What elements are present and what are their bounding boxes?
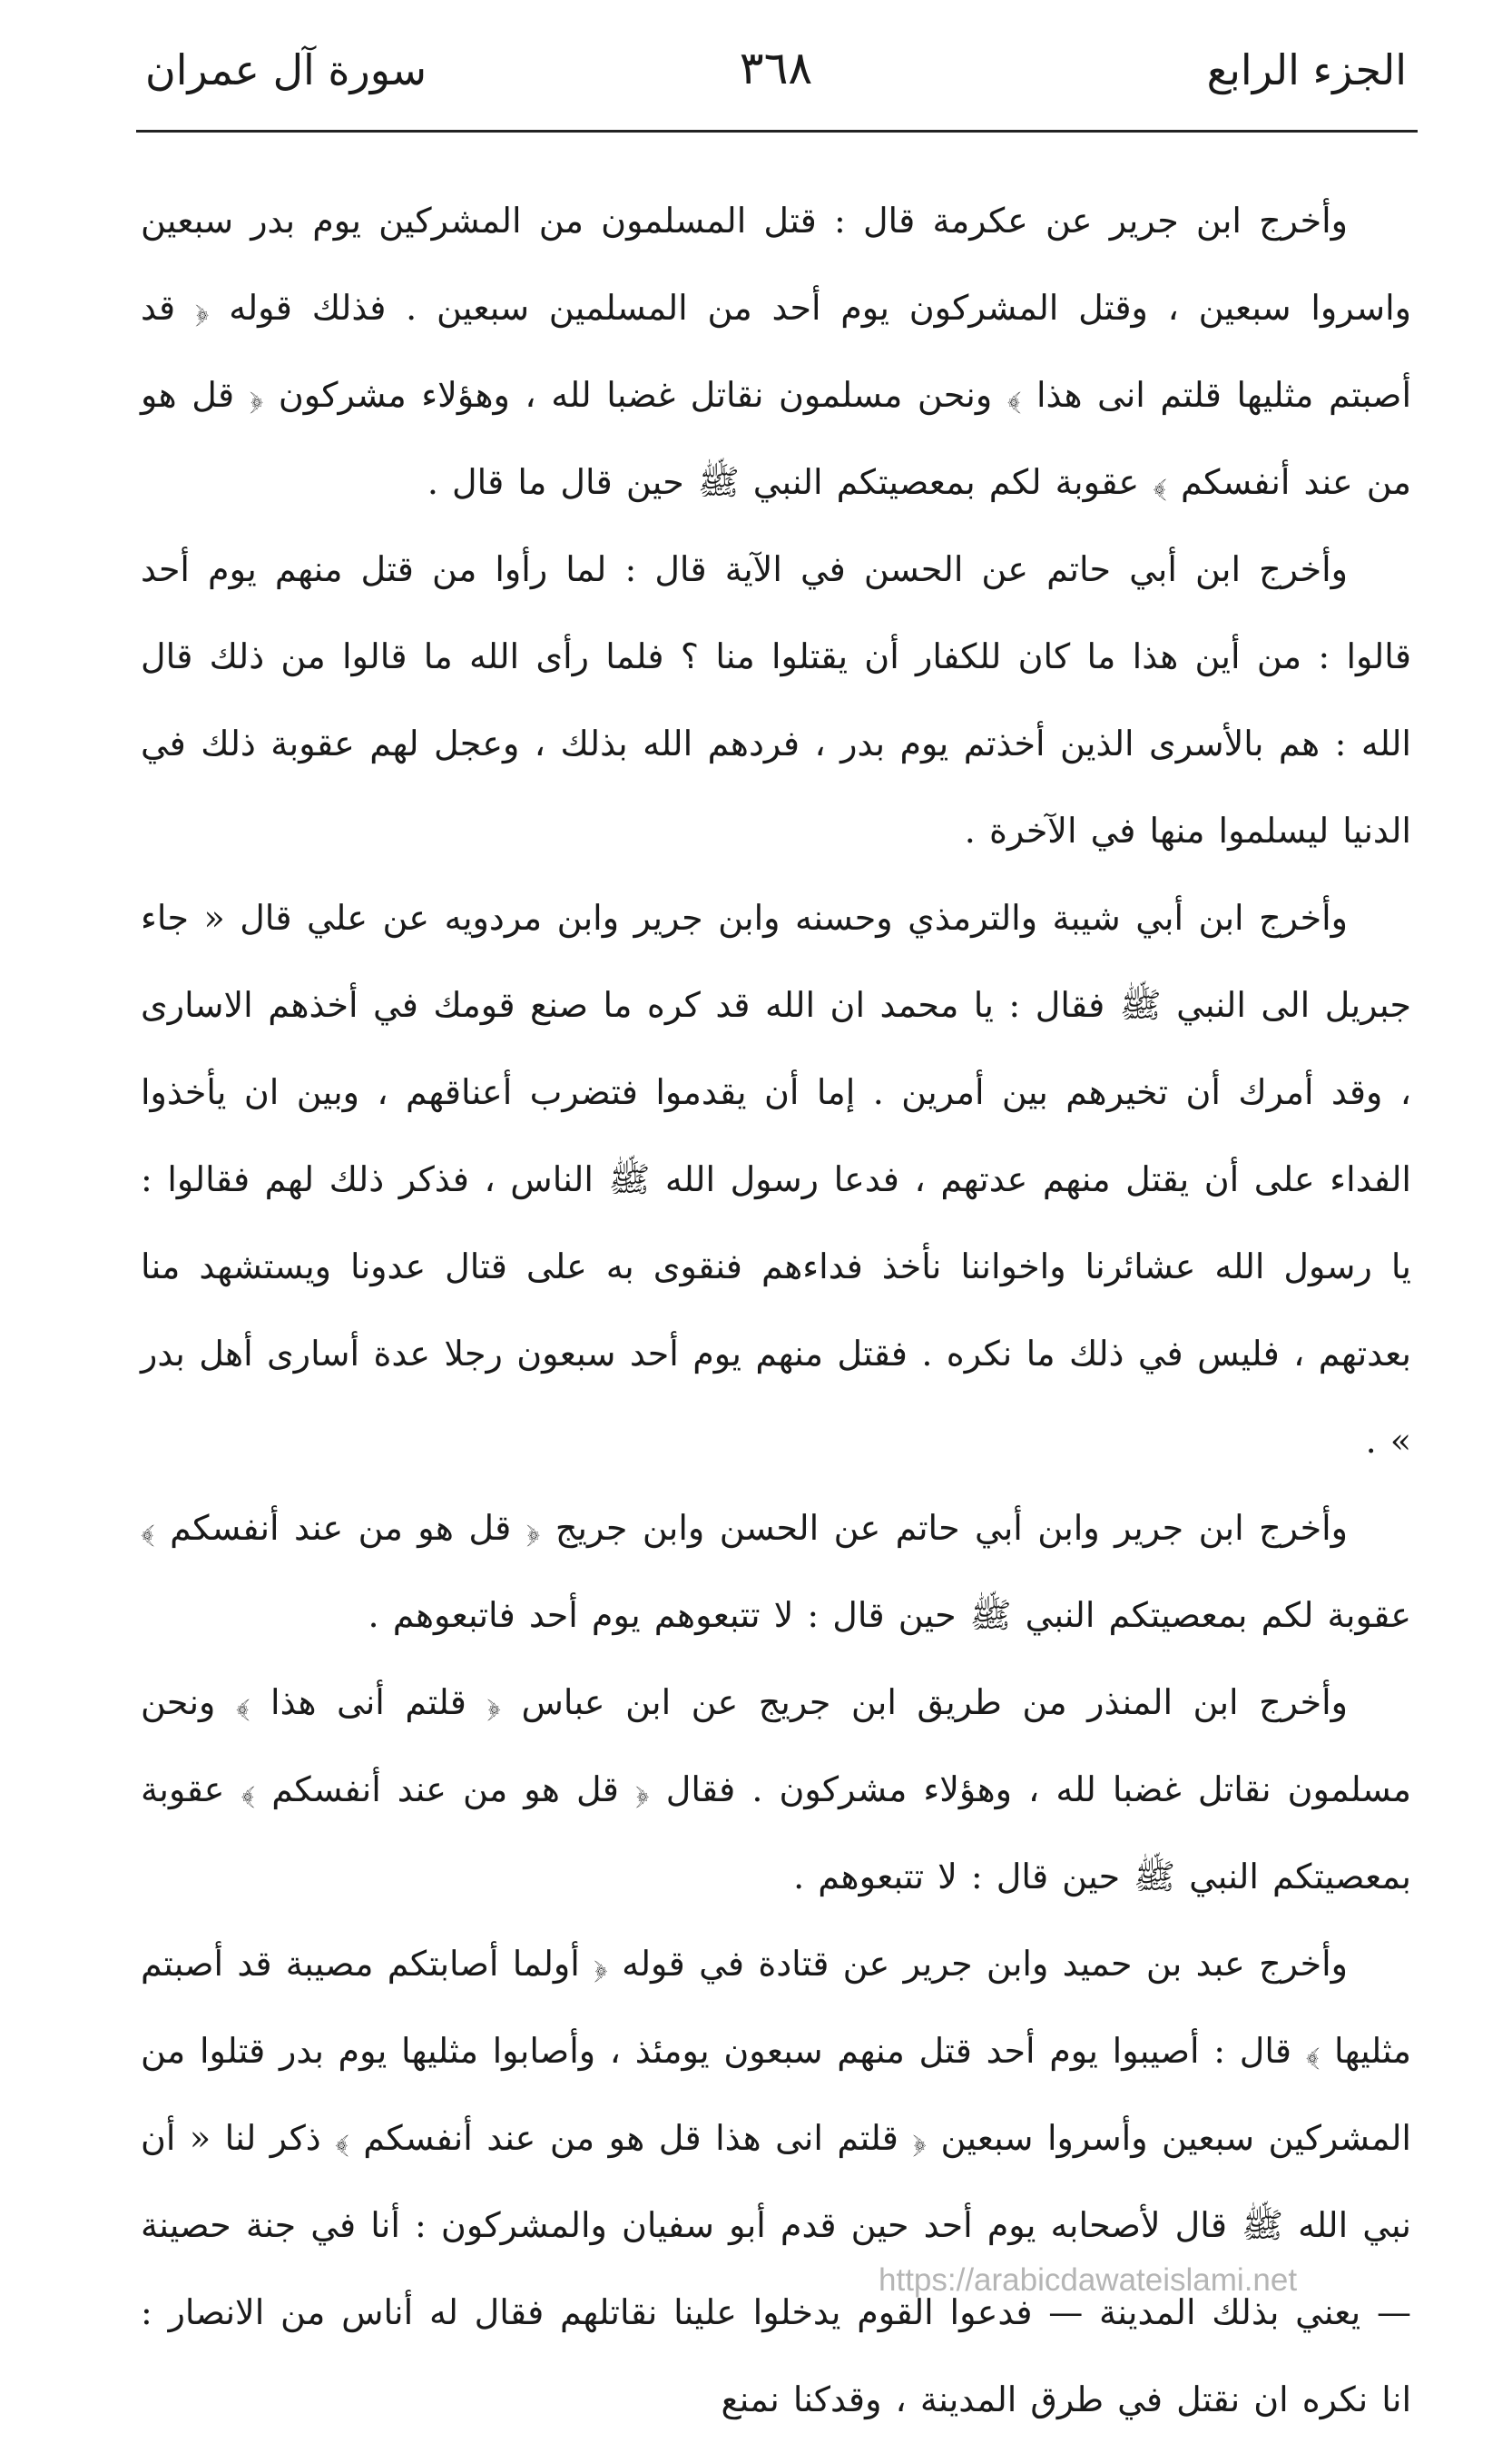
paragraph-text: وأخرج ابن أبي حاتم عن الحسن في الآية قال : لما رأوا من قتل منهم يوم أحد قالوا : من أين هذا ما كان للكفار أن يقتلوا منا ؟ فلما رأى الله ما قالوا من ذلك قال الله : هم بالأسرى الذين أخذتم يوم بدر ، فردهم الله بذلك ، وعجل لهم عقوبة ذلك في الدنيا ليسلموا منها في الآخرة . [141,549,1411,851]
page-header [136,36,1416,127]
header-divider [136,130,1418,133]
paragraph [141,177,1411,526]
paragraph [141,526,1411,874]
paragraph [141,1920,1411,2443]
page-body [141,177,1411,2443]
paragraph-text: وأخرج ابن أبي شيبة والترمذي وحسنه وابن جرير وابن مردويه عن علي قال « جاء جبريل الى النبي ﷺ فقال : يا محمد ان الله قد كره ما صنع قومك في أخذهم الاسارى ، وقد أمرك أن تخيرهم بين أمرين . إما أن يقدموا فتضرب أعناقهم ، وبين ان يأخذوا الفداء على أن يقتل منهم عدتهم ، فدعا رسول الله ﷺ الناس ، فذكر ذلك لهم فقالوا : يا رسول الله عشائرنا واخواننا نأخذ فداءهم فنقوى به على قتال عدونا ويستشهد منا بعدتهم ، فليس في ذلك ما نكره . فقتل منهم يوم أحد سبعون رجلا عدة أسارى أهل بدر » . [141,898,1411,1461]
part-title: الجزء الرابع [1206,45,1407,94]
surah-title: سورة آل عمران [145,45,427,94]
paragraph [141,1484,1411,1659]
paragraph-text: وأخرج ابن جرير عن عكرمة قال : قتل المسلمون من المشركين يوم بدر سبعين واسروا سبعين ، وقتل المشركون يوم أحد من المسلمين سبعين . فذلك قوله ﴿ قد أصبتم مثليها قلتم انى هذا ﴾ ونحن مسلمون نقاتل غضبا لله ، وهؤلاء مشركون ﴿ قل هو من عند أنفسكم ﴾ عقوبة لكم بمعصيتكم النبي ﷺ حين قال ما قال . [141,201,1411,502]
paragraph-text: وأخرج ابن جرير وابن أبي حاتم عن الحسن وابن جريج ﴿ قل هو من عند أنفسكم ﴾ عقوبة لكم بمعصيتكم النبي ﷺ حين قال : لا تتبعوهم يوم أحد فاتبعوهم . [141,1508,1411,1635]
paragraph-text: وأخرج عبد بن حميد وابن جرير عن قتادة في قوله ﴿ أولما أصابتكم مصيبة قد أصبتم مثليها ﴾ قال : أصيبوا يوم أحد قتل منهم سبعون يومئذ ، وأصابوا مثليها يوم بدر قتلوا من المشركين سبعين وأسروا سبعين ﴿ قلتم انى هذا قل هو من عند أنفسكم ﴾ ذكر لنا « أن نبي الله ﷺ قال لأصحابه يوم أحد حين قدم أبو سفيان والمشركون : أنا في جنة حصينة — يعني بذلك المدينة — فدعوا القوم يدخلوا علينا نقاتلهم فقال له أناس من الانصار : انا نكره ان نقتل في طرق المدينة ، وقدكنا نمنع [141,1944,1411,2419]
paragraph [141,1659,1411,1920]
paragraph-text: وأخرج ابن المنذر من طريق ابن جريج عن ابن عباس ﴿ قلتم أنى هذا ﴾ ونحن مسلمون نقاتل غضبا لله ، وهؤلاء مشركون . فقال ﴿ قل هو من عند أنفسكم ﴾ عقوبة بمعصيتكم النبي ﷺ حين قال : لا تتبعوهم . [141,1682,1411,1896]
watermark-url: https://arabicdawateislami.net [879,2262,1298,2298]
page-number: ٣٦٨ [739,42,813,94]
paragraph [141,874,1411,1484]
